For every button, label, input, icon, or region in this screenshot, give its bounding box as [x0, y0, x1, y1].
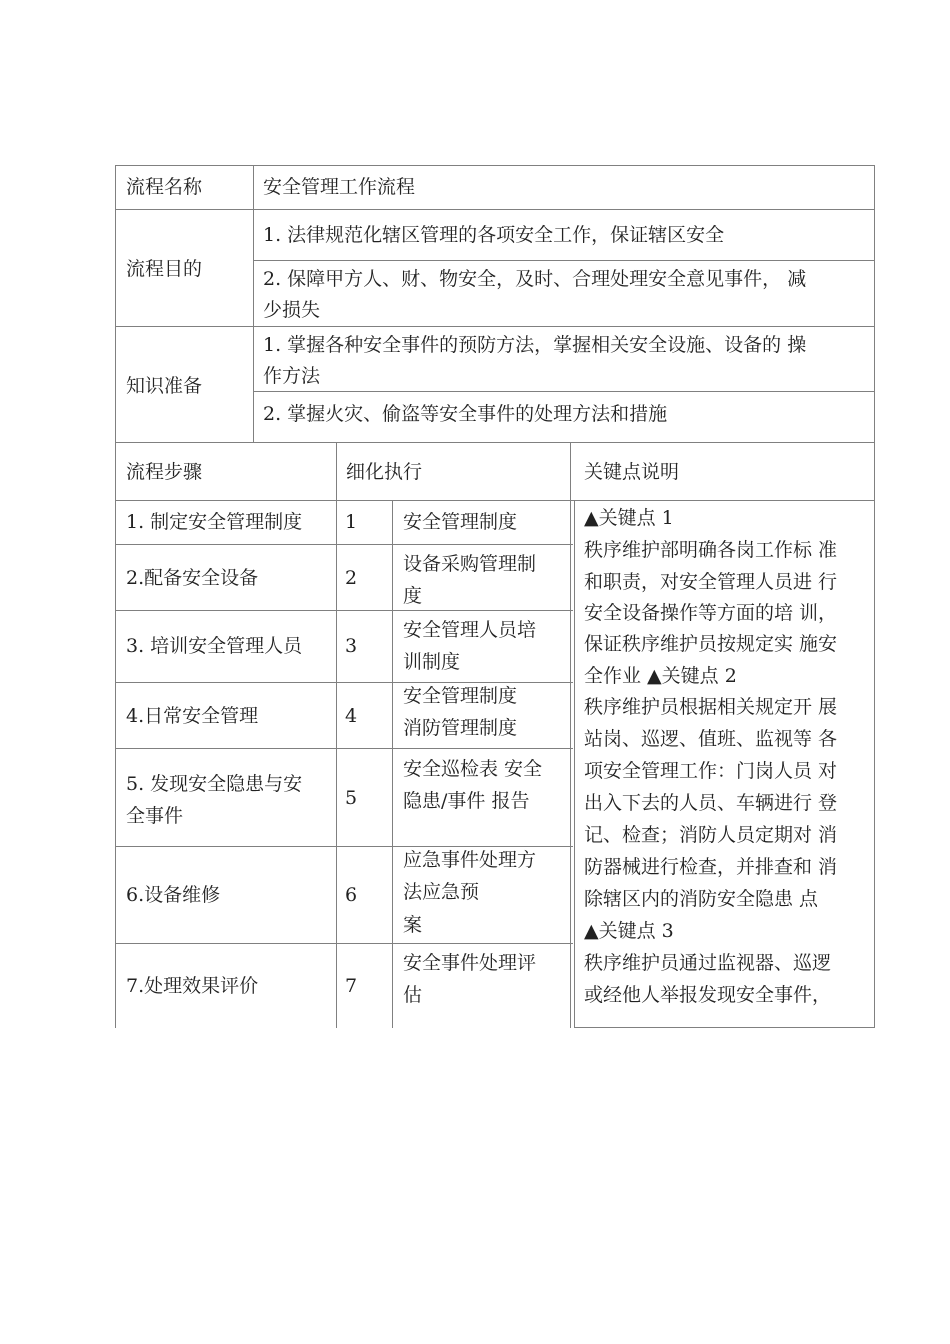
key-point-line: 和职责，对安全管理人员进 行	[584, 571, 838, 593]
step-7: 7.处理效果评价	[126, 975, 259, 997]
knowledge-item-1-line1: 1. 掌握各种安全事件的预防方法，掌握相关安全设施、设备的 操	[263, 334, 807, 356]
step-num-7: 7	[345, 975, 358, 997]
step-1: 1. 制定安全管理制度	[126, 511, 303, 533]
step-detail-1: 安全管理制度	[403, 511, 518, 533]
key-point-line: 站岗、巡逻、值班、监视等 各	[584, 728, 838, 750]
border-row3	[115, 442, 875, 443]
step-4: 4.日常安全管理	[126, 705, 259, 727]
key-point-line: 项安全管理工作：门岗人员 对	[584, 760, 838, 782]
knowledge-item-2: 2. 掌握火灾、偷盗等安全事件的处理方法和措施	[263, 403, 668, 425]
header-execution: 细化执行	[346, 461, 423, 483]
key-point-line: 秩序维护员通过监视器、巡逻	[584, 952, 832, 974]
step-num-4: 4	[345, 705, 358, 727]
border-step-row6	[115, 943, 573, 944]
border-exec-col	[336, 442, 337, 1028]
purpose-item-2-line2: 少损失	[263, 299, 321, 321]
process-name-label: 流程名称	[126, 176, 203, 198]
step-detail-6-line2: 法应急预	[403, 881, 480, 903]
keybox-left	[574, 500, 575, 1028]
border-num-col	[392, 500, 393, 1028]
key-point-line: 秩序维护员根据相关规定开 展	[584, 696, 838, 718]
border-key-col	[570, 442, 571, 1028]
step-detail-5-line1: 安全巡检表 安全	[403, 758, 543, 780]
key-point-line: ▲关键点 1	[584, 507, 674, 529]
key-point-line: 全作业 ▲关键点 2	[584, 665, 737, 687]
step-detail-4-line1: 安全管理制度	[403, 685, 518, 707]
knowledge-item-1-line2: 作方法	[263, 365, 321, 387]
border-top	[115, 165, 875, 166]
step-num-2: 2	[345, 567, 358, 589]
key-point-line: 记、检查；消防人员定期对 消	[584, 824, 838, 846]
step-detail-6-line3: 案	[403, 914, 423, 936]
key-point-line: ▲关键点 3	[584, 920, 674, 942]
border-step-row4	[115, 748, 573, 749]
header-steps: 流程步骤	[126, 461, 203, 483]
keybox-right	[874, 500, 875, 1028]
key-point-line: 保证秩序维护员按规定实 施安	[584, 633, 838, 655]
purpose-label: 流程目的	[126, 258, 203, 280]
step-detail-2-line2: 度	[403, 585, 423, 607]
border-left	[115, 165, 116, 1028]
border-purpose-split	[253, 260, 875, 261]
step-detail-7-line1: 安全事件处理评	[403, 952, 537, 974]
step-2: 2.配备安全设备	[126, 567, 259, 589]
step-detail-6-line1: 应急事件处理方	[403, 849, 537, 871]
step-detail-5-line2: 隐患/事件 报告	[403, 790, 530, 812]
border-knowledge-split	[253, 391, 875, 392]
step-num-6: 6	[345, 884, 358, 906]
key-point-line: 出入下去的人员、车辆进行 登	[584, 792, 838, 814]
step-detail-3-line2: 训制度	[403, 651, 461, 673]
process-name-value: 安全管理工作流程	[263, 176, 416, 198]
border-row1	[115, 209, 875, 210]
step-5-line1: 5. 发现安全隐患与安	[126, 773, 303, 795]
step-detail-4-line2: 消防管理制度	[403, 717, 518, 739]
border-step-row2	[115, 610, 573, 611]
key-point-line: 除辖区内的消防安全隐患 点	[584, 888, 819, 910]
step-3: 3. 培训安全管理人员	[126, 635, 303, 657]
step-num-1: 1	[345, 511, 358, 533]
border-row2	[115, 326, 875, 327]
border-step-row1	[115, 544, 573, 545]
step-detail-3-line1: 安全管理人员培	[403, 619, 537, 641]
header-key-points: 关键点说明	[584, 461, 680, 483]
step-detail-7-line2: 估	[403, 984, 423, 1006]
step-num-5: 5	[345, 787, 358, 809]
key-point-line: 或经他人举报发现安全事件，	[584, 984, 832, 1006]
border-right-top	[874, 165, 875, 500]
step-6: 6.设备维修	[126, 884, 221, 906]
knowledge-label: 知识准备	[126, 375, 203, 397]
key-point-line: 秩序维护部明确各岗工作标 准	[584, 539, 838, 561]
keybox-bottom	[574, 1027, 875, 1028]
purpose-item-2-line1: 2. 保障甲方人、财、物安全，及时、合理处理安全意见事件， 减	[263, 268, 807, 290]
key-point-line: 防器械进行检查，并排查和 消	[584, 856, 838, 878]
key-point-line: 安全设备操作等方面的培 训，	[584, 602, 838, 624]
step-5-line2: 全事件	[126, 805, 184, 827]
purpose-item-1: 1. 法律规范化辖区管理的各项安全工作，保证辖区安全	[263, 224, 725, 246]
border-label-col	[253, 165, 254, 442]
border-header-bottom	[115, 500, 875, 501]
step-detail-2-line1: 设备采购管理制	[403, 553, 537, 575]
step-num-3: 3	[345, 635, 358, 657]
